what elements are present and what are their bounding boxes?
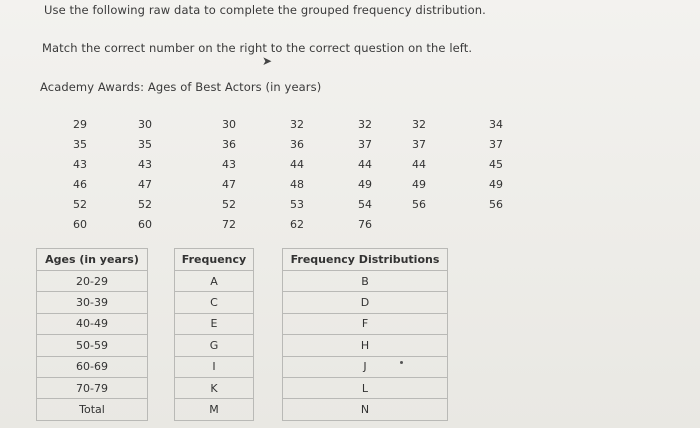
raw-value: 47 [222, 178, 236, 191]
raw-value: 76 [358, 218, 372, 231]
raw-value: 36 [290, 138, 304, 151]
raw-value: 52 [138, 198, 152, 211]
frequency-cell[interactable]: A [175, 271, 254, 292]
raw-value: 30 [222, 118, 236, 131]
frequency-header: Frequency [175, 249, 254, 271]
ages-table [36, 248, 148, 421]
age-range-cell: 30-39 [37, 292, 148, 313]
distribution-header: Frequency Distributions [283, 249, 448, 271]
raw-value: 32 [358, 118, 372, 131]
raw-value: 52 [73, 198, 87, 211]
distribution-cell[interactable]: N [283, 399, 448, 420]
raw-data-column-5 [353, 115, 377, 235]
distribution-table [282, 248, 448, 421]
mouse-cursor-icon: ➤ [262, 54, 273, 68]
distribution-cell[interactable]: L [283, 377, 448, 398]
raw-value: 48 [290, 178, 304, 191]
age-range-cell: 40-49 [37, 313, 148, 334]
raw-value: 46 [73, 178, 87, 191]
raw-value: 37 [489, 138, 503, 151]
raw-value: 37 [412, 138, 426, 151]
raw-value: 49 [412, 178, 426, 191]
instruction-match: Match the correct number on the right to the correct question on the left. [42, 41, 473, 55]
raw-value: 44 [358, 158, 372, 171]
raw-value: 62 [290, 218, 304, 231]
raw-value: 60 [73, 218, 87, 231]
raw-value: 52 [222, 198, 236, 211]
raw-value: 32 [412, 118, 426, 131]
frequency-table [174, 248, 254, 421]
raw-value: 43 [222, 158, 236, 171]
raw-data-column-6 [407, 115, 431, 215]
raw-value: 43 [138, 158, 152, 171]
age-range-cell: 50-59 [37, 335, 148, 356]
distribution-cell[interactable]: F [283, 313, 448, 334]
raw-value: 34 [489, 118, 503, 131]
raw-data-column-3 [217, 115, 241, 235]
raw-value: 72 [222, 218, 236, 231]
raw-data-column-4 [285, 115, 309, 235]
frequency-cell[interactable]: C [175, 292, 254, 313]
raw-value: 49 [489, 178, 503, 191]
raw-value: 47 [138, 178, 152, 191]
raw-value: 54 [358, 198, 372, 211]
raw-value: 56 [489, 198, 503, 211]
raw-value: 29 [73, 118, 87, 131]
raw-data-column-7 [484, 115, 508, 215]
age-range-cell: 60-69 [37, 356, 148, 377]
raw-value: 53 [290, 198, 304, 211]
raw-value: 30 [138, 118, 152, 131]
raw-value: 32 [290, 118, 304, 131]
frequency-cell[interactable]: M [175, 399, 254, 420]
raw-value: 35 [138, 138, 152, 151]
raw-value: 43 [73, 158, 87, 171]
distribution-cell[interactable]: B [283, 271, 448, 292]
distribution-cell[interactable]: D [283, 292, 448, 313]
raw-data-column-1 [68, 115, 92, 235]
frequency-cell[interactable]: G [175, 335, 254, 356]
raw-value: 56 [412, 198, 426, 211]
raw-value: 35 [73, 138, 87, 151]
frequency-cell[interactable]: K [175, 377, 254, 398]
raw-value: 60 [138, 218, 152, 231]
distribution-cell[interactable]: H [283, 335, 448, 356]
instruction-raw-data: Use the following raw data to complete the grouped frequency distribution. [44, 3, 486, 17]
raw-value: 37 [358, 138, 372, 151]
age-range-cell: Total [37, 399, 148, 420]
frequency-cell[interactable]: I [175, 356, 254, 377]
raw-data-column-2 [133, 115, 157, 235]
age-range-cell: 20-29 [37, 271, 148, 292]
distribution-cell[interactable]: J [283, 356, 448, 377]
raw-value: 49 [358, 178, 372, 191]
stray-mark [400, 361, 403, 364]
frequency-cell[interactable]: E [175, 313, 254, 334]
age-range-cell: 70-79 [37, 377, 148, 398]
raw-value: 44 [412, 158, 426, 171]
raw-value: 45 [489, 158, 503, 171]
raw-value: 44 [290, 158, 304, 171]
raw-value: 36 [222, 138, 236, 151]
ages-header: Ages (in years) [37, 249, 148, 271]
data-title: Academy Awards: Ages of Best Actors (in years) [40, 80, 322, 94]
